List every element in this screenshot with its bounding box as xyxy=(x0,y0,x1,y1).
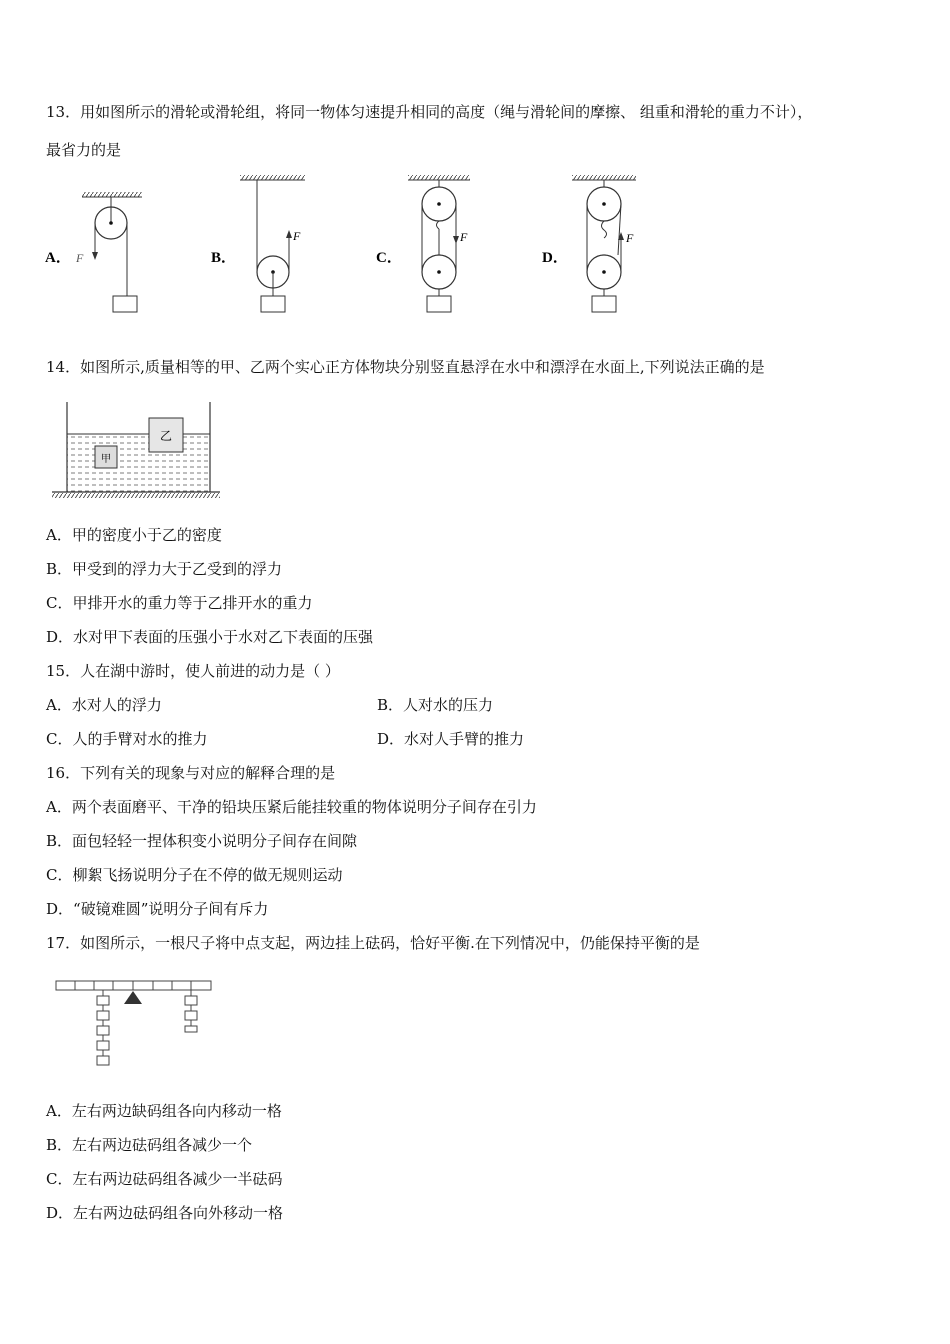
q14-option-c: C．甲排开水的重力等于乙排开水的重力 xyxy=(46,594,313,612)
q13-label-c: C． xyxy=(376,250,402,266)
q14-water-tank-figure xyxy=(50,398,220,502)
q17-option-d: D．左右两边砝码组各向外移动一格 xyxy=(46,1204,284,1222)
q17-option-a: A．左右两边缺码组各向内移动一格 xyxy=(46,1102,282,1120)
q17-lever-figure xyxy=(52,976,217,1072)
q16-option-d: D．“破镜难圆”说明分子间有斥力 xyxy=(46,900,269,918)
q17-stem: 17．如图所示，一根尺子将中点支起，两边挂上砝码，恰好平衡.在下列情况中，仍能保持平衡的是 xyxy=(46,934,700,952)
q14-option-d: D．水对甲下表面的压强小于水对乙下表面的压强 xyxy=(46,628,374,646)
q15-stem: 15．人在湖中游时，使人前进的动力是（ ） xyxy=(46,662,340,680)
force-label-a: F xyxy=(76,251,84,265)
q13-stem-line1: 13．用如图所示的滑轮或滑轮组，将同一物体匀速提升相同的高度（绳与滑轮间的摩擦、 组重和滑轮的重力不计）， xyxy=(46,103,813,121)
force-label-d: F xyxy=(626,231,634,245)
pulley-figure-c xyxy=(376,175,470,312)
force-label-b: F xyxy=(293,229,301,243)
q13-pulley-figures xyxy=(40,170,680,320)
q16-option-c: C．柳絮飞扬说明分子在不停的做无规则运动 xyxy=(46,866,343,884)
q14-option-a: A．甲的密度小于乙的密度 xyxy=(46,526,222,544)
q15-option-d: D．水对人手臂的推力 xyxy=(377,730,525,748)
q16-stem: 16．下列有关的现象与对应的解释合理的是 xyxy=(46,764,336,782)
q13-label-d: D． xyxy=(542,250,568,266)
jia-label: 甲 xyxy=(101,454,111,465)
pulley-figure-a xyxy=(45,192,142,312)
q15-option-a: A．水对人的浮力 xyxy=(46,696,162,714)
q13-label-b: B． xyxy=(211,250,237,266)
q17-option-b: B．左右两边砝码组各减少一个 xyxy=(46,1136,253,1154)
q16-option-a: A．两个表面磨平、干净的铅块压紧后能挂较重的物体说明分子间存在引力 xyxy=(46,798,537,816)
pulley-figure-d xyxy=(542,175,636,312)
q15-option-c: C．人的手臂对水的推力 xyxy=(46,730,208,748)
force-label-c: F xyxy=(460,230,468,244)
q17-option-c: C．左右两边砝码组各减少一半砝码 xyxy=(46,1170,283,1188)
q16-option-b: B．面包轻轻一捏体积变小说明分子间存在间隙 xyxy=(46,832,358,850)
q14-option-b: B．甲受到的浮力大于乙受到的浮力 xyxy=(46,560,283,578)
q14-stem: 14．如图所示,质量相等的甲、乙两个实心正方体物块分别竖直悬浮在水中和漂浮在水面上,下列说法正确的是 xyxy=(46,358,765,376)
q13-label-a: A． xyxy=(45,250,71,266)
q13-stem-line2: 最省力的是 xyxy=(46,141,122,159)
pulley-figure-b xyxy=(211,175,305,312)
q15-option-b: B．人对水的压力 xyxy=(377,696,494,714)
yi-label: 乙 xyxy=(159,429,173,443)
